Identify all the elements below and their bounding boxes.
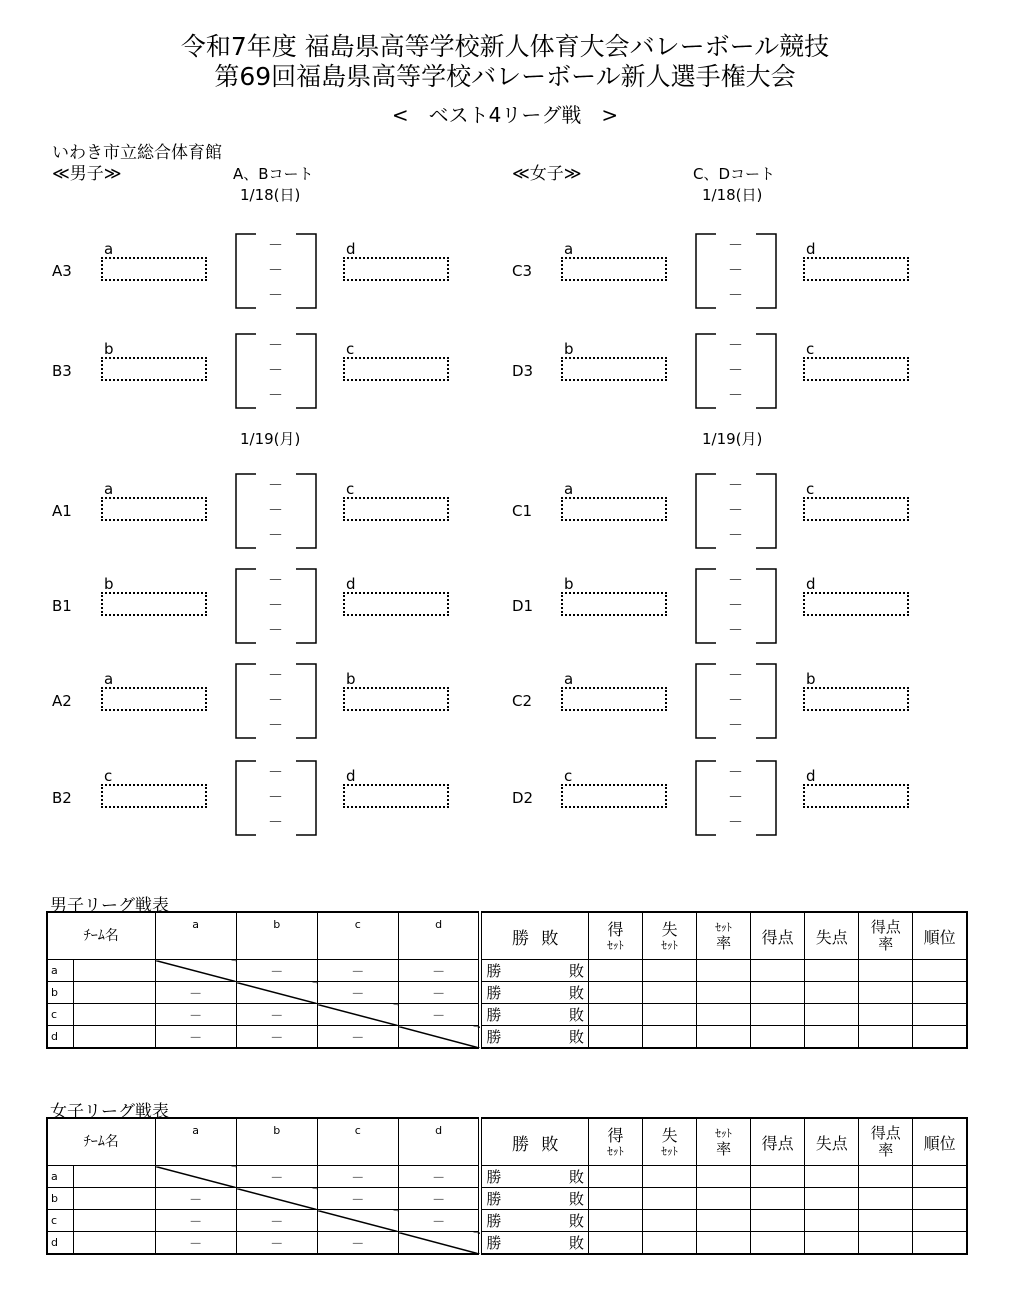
win-loss-header: 勝 敗	[480, 912, 588, 960]
col-a-header: a	[155, 912, 236, 960]
points-ratio-cell[interactable]	[859, 1188, 913, 1210]
score-dash-1: －	[728, 236, 744, 254]
team-name-cell[interactable]	[73, 1188, 155, 1210]
team-name-cell[interactable]	[73, 1026, 155, 1049]
col-b-header: b	[236, 1118, 317, 1166]
row-key: d	[47, 1026, 73, 1049]
right-team-box[interactable]	[803, 592, 909, 616]
left-team-box[interactable]	[101, 257, 207, 281]
score-dash-3: －	[268, 621, 284, 639]
left-team-box[interactable]	[101, 357, 207, 381]
right-team-box[interactable]	[803, 687, 909, 711]
sets-won-cell[interactable]	[589, 1004, 643, 1026]
score-dash-3: －	[728, 621, 744, 639]
points-lost-cell[interactable]	[805, 1026, 859, 1049]
points-won-cell[interactable]	[751, 1026, 805, 1049]
set-ratio-header: ｾｯﾄ 率	[697, 1118, 751, 1166]
sets-lost-cell[interactable]	[643, 1026, 697, 1049]
women-label: ≪女子≫	[512, 164, 582, 184]
points-lost-header: 失点	[805, 1118, 859, 1166]
right-team-box[interactable]	[343, 592, 449, 616]
team-name-cell[interactable]	[73, 1004, 155, 1026]
right-team-letter: b	[806, 670, 816, 688]
left-team-letter: b	[104, 575, 114, 593]
right-team-box[interactable]	[803, 497, 909, 521]
result-cell[interactable]: －	[317, 960, 398, 982]
match-seed: D3	[512, 362, 534, 380]
men-day1: 1/18(日)	[240, 186, 301, 204]
score-dash-1: －	[728, 763, 744, 781]
result-cell[interactable]: －	[236, 1026, 317, 1049]
sets-won-cell[interactable]	[589, 1210, 643, 1232]
score-dash-2: －	[728, 361, 744, 379]
points-ratio-cell[interactable]	[859, 982, 913, 1004]
sets-won-cell[interactable]	[589, 1232, 643, 1255]
result-cell[interactable]: －	[317, 1166, 398, 1188]
right-team-letter: d	[346, 240, 356, 258]
left-team-letter: c	[104, 767, 113, 785]
right-team-letter: c	[346, 340, 355, 358]
set-ratio-cell[interactable]	[697, 982, 751, 1004]
left-team-letter: a	[104, 670, 114, 688]
match-seed: A2	[52, 692, 72, 710]
match-seed: A3	[52, 262, 72, 280]
sets-won-cell[interactable]	[589, 1166, 643, 1188]
women-day2: 1/19(月)	[702, 430, 763, 448]
left-team-letter: b	[564, 575, 574, 593]
row-key: c	[47, 1004, 73, 1026]
points-ratio-header: 得点 率	[859, 1118, 913, 1166]
right-team-letter: d	[346, 575, 356, 593]
rank-cell[interactable]	[913, 960, 967, 982]
right-team-box[interactable]	[343, 257, 449, 281]
subtitle: < ベスト4リーグ戦 >	[391, 103, 619, 127]
diagonal-cell	[398, 1026, 480, 1049]
set-ratio-cell[interactable]	[697, 1188, 751, 1210]
right-team-box[interactable]	[803, 257, 909, 281]
points-lost-cell[interactable]	[805, 1232, 859, 1255]
match-seed: B3	[52, 362, 72, 380]
table-row	[47, 1004, 967, 1026]
points-ratio-header: 得点 率	[859, 912, 913, 960]
left-team-box[interactable]	[561, 257, 667, 281]
diagonal-cell	[317, 1210, 398, 1232]
score-dash-3: －	[728, 716, 744, 734]
match-seed: C1	[512, 502, 533, 520]
set-ratio-cell[interactable]	[697, 960, 751, 982]
left-team-box[interactable]	[561, 687, 667, 711]
team-name-header: ﾁｰﾑ名	[47, 912, 155, 960]
set-ratio-header: ｾｯﾄ 率	[697, 912, 751, 960]
left-team-box[interactable]	[101, 784, 207, 808]
men-label: ≪男子≫	[52, 164, 122, 184]
table-row	[47, 1166, 967, 1188]
table-row	[47, 1188, 967, 1210]
points-lost-cell[interactable]	[805, 1188, 859, 1210]
sets-lost-cell[interactable]	[643, 1166, 697, 1188]
match-seed: C3	[512, 262, 533, 280]
right-team-box[interactable]	[343, 357, 449, 381]
result-cell[interactable]: －	[398, 1166, 480, 1188]
right-team-letter: d	[806, 240, 816, 258]
team-name-cell[interactable]	[73, 1210, 155, 1232]
women-day1: 1/18(日)	[702, 186, 763, 204]
sets-lost-cell[interactable]	[643, 982, 697, 1004]
win-loss-cell: 勝 敗	[480, 960, 588, 982]
score-dash-2: －	[268, 501, 284, 519]
title-line2: 第69回福島県高等学校バレーボール新人選手権大会	[214, 62, 796, 91]
score-dash-3: －	[728, 386, 744, 404]
diagonal-cell	[317, 1004, 398, 1026]
women-league-table	[46, 1117, 968, 1255]
result-cell[interactable]: －	[155, 1232, 236, 1255]
set-ratio-cell[interactable]	[697, 1026, 751, 1049]
points-ratio-cell[interactable]	[859, 960, 913, 982]
result-cell[interactable]: －	[317, 1188, 398, 1210]
score-dash-1: －	[268, 666, 284, 684]
right-team-box[interactable]	[803, 357, 909, 381]
score-dash-3: －	[268, 386, 284, 404]
match-seed: A1	[52, 502, 72, 520]
table-row	[47, 982, 967, 1004]
diagonal-cell	[155, 1166, 236, 1188]
diagonal-cell	[155, 960, 236, 982]
right-team-letter: c	[346, 480, 355, 498]
sets-lost-cell[interactable]	[643, 1232, 697, 1255]
left-team-box[interactable]	[561, 784, 667, 808]
points-lost-cell[interactable]	[805, 1210, 859, 1232]
diagonal-cell	[236, 1188, 317, 1210]
points-won-cell[interactable]	[751, 1166, 805, 1188]
result-cell[interactable]: －	[155, 1004, 236, 1026]
rank-cell[interactable]	[913, 1004, 967, 1026]
points-ratio-cell[interactable]	[859, 1166, 913, 1188]
team-name-cell[interactable]	[73, 982, 155, 1004]
table-header-row	[47, 1118, 967, 1166]
table-row	[47, 960, 967, 982]
result-cell[interactable]: －	[398, 960, 480, 982]
sets-lost-cell[interactable]	[643, 960, 697, 982]
result-cell[interactable]: －	[236, 1210, 317, 1232]
result-cell[interactable]: －	[236, 1232, 317, 1255]
points-lost-cell[interactable]	[805, 982, 859, 1004]
score-dash-2: －	[268, 596, 284, 614]
sets-lost-header: 失 ｾｯﾄ	[643, 912, 697, 960]
win-loss-cell: 勝 敗	[480, 1232, 588, 1255]
set-ratio-cell[interactable]	[697, 1232, 751, 1255]
points-ratio-cell[interactable]	[859, 1004, 913, 1026]
score-dash-2: －	[728, 788, 744, 806]
col-c-header: c	[317, 1118, 398, 1166]
right-team-box[interactable]	[343, 687, 449, 711]
sets-lost-header: 失 ｾｯﾄ	[643, 1118, 697, 1166]
result-cell[interactable]: －	[317, 1232, 398, 1255]
set-ratio-cell[interactable]	[697, 1210, 751, 1232]
score-dash-3: －	[728, 526, 744, 544]
result-cell[interactable]: －	[398, 982, 480, 1004]
points-won-cell[interactable]	[751, 960, 805, 982]
score-dash-1: －	[268, 571, 284, 589]
set-ratio-cell[interactable]	[697, 1166, 751, 1188]
match-seed: C2	[512, 692, 533, 710]
score-dash-1: －	[268, 476, 284, 494]
left-team-letter: a	[564, 480, 574, 498]
sets-lost-cell[interactable]	[643, 1188, 697, 1210]
team-name-cell[interactable]	[73, 960, 155, 982]
sets-won-cell[interactable]	[589, 960, 643, 982]
sets-won-header: 得 ｾｯﾄ	[589, 1118, 643, 1166]
result-cell[interactable]: －	[398, 1188, 480, 1210]
col-b-header: b	[236, 912, 317, 960]
score-dash-2: －	[728, 596, 744, 614]
rank-cell[interactable]	[913, 982, 967, 1004]
rank-cell[interactable]	[913, 1166, 967, 1188]
left-team-letter: b	[564, 340, 574, 358]
score-dash-1: －	[268, 336, 284, 354]
right-team-letter: d	[806, 575, 816, 593]
sets-won-header: 得 ｾｯﾄ	[589, 912, 643, 960]
right-team-letter: c	[806, 480, 815, 498]
rank-cell[interactable]	[913, 1210, 967, 1232]
result-cell[interactable]: －	[155, 982, 236, 1004]
score-dash-3: －	[268, 716, 284, 734]
table-row	[47, 1232, 967, 1255]
score-dash-1: －	[268, 236, 284, 254]
sets-won-cell[interactable]	[589, 982, 643, 1004]
match-seed: D1	[512, 597, 534, 615]
right-team-letter: c	[806, 340, 815, 358]
result-cell[interactable]: －	[155, 1210, 236, 1232]
points-lost-header: 失点	[805, 912, 859, 960]
score-dash-1: －	[728, 571, 744, 589]
score-dash-3: －	[268, 286, 284, 304]
women-table-title: 女子リーグ戦表	[50, 1102, 169, 1122]
left-team-box[interactable]	[101, 497, 207, 521]
left-team-letter: a	[564, 670, 574, 688]
points-won-cell[interactable]	[751, 1188, 805, 1210]
right-team-box[interactable]	[803, 784, 909, 808]
left-team-letter: a	[564, 240, 574, 258]
women-courts: C、Dコート	[693, 165, 776, 183]
left-team-box[interactable]	[101, 687, 207, 711]
row-key: c	[47, 1210, 73, 1232]
score-dash-3: －	[268, 526, 284, 544]
rank-header: 順位	[913, 912, 967, 960]
score-dash-3: －	[728, 813, 744, 831]
score-dash-2: －	[268, 361, 284, 379]
win-loss-cell: 勝 敗	[480, 1026, 588, 1049]
team-name-cell[interactable]	[73, 1232, 155, 1255]
left-team-box[interactable]	[101, 592, 207, 616]
result-cell[interactable]: －	[236, 960, 317, 982]
result-cell[interactable]: －	[155, 1026, 236, 1049]
right-team-letter: d	[346, 767, 356, 785]
team-name-header: ﾁｰﾑ名	[47, 1118, 155, 1166]
row-key: a	[47, 960, 73, 982]
table-header-row	[47, 912, 967, 960]
men-courts: A、Bコート	[233, 165, 314, 183]
win-loss-header: 勝 敗	[480, 1118, 588, 1166]
result-cell[interactable]: －	[155, 1188, 236, 1210]
score-dash-3: －	[268, 813, 284, 831]
men-league-table	[46, 911, 968, 1049]
score-dash-1: －	[728, 666, 744, 684]
right-team-box[interactable]	[343, 497, 449, 521]
men-day2: 1/19(月)	[240, 430, 301, 448]
sets-won-cell[interactable]	[589, 1188, 643, 1210]
win-loss-cell: 勝 敗	[480, 1166, 588, 1188]
rank-header: 順位	[913, 1118, 967, 1166]
row-key: d	[47, 1232, 73, 1255]
points-ratio-cell[interactable]	[859, 1026, 913, 1049]
sets-lost-cell[interactable]	[643, 1210, 697, 1232]
score-dash-2: －	[268, 788, 284, 806]
win-loss-cell: 勝 敗	[480, 1210, 588, 1232]
men-table-title: 男子リーグ戦表	[50, 896, 169, 916]
col-d-header: d	[398, 912, 480, 960]
diagonal-cell	[398, 1232, 480, 1255]
result-cell[interactable]: －	[236, 1004, 317, 1026]
left-team-letter: a	[104, 480, 114, 498]
result-cell[interactable]: －	[317, 1026, 398, 1049]
right-team-letter: d	[806, 767, 816, 785]
score-dash-2: －	[268, 691, 284, 709]
left-team-letter: b	[104, 340, 114, 358]
venue: いわき市立総合体育館	[52, 143, 222, 163]
sets-lost-cell[interactable]	[643, 1004, 697, 1026]
left-team-box[interactable]	[561, 357, 667, 381]
score-dash-2: －	[728, 261, 744, 279]
match-seed: B1	[52, 597, 72, 615]
col-c-header: c	[317, 912, 398, 960]
points-won-header: 得点	[751, 1118, 805, 1166]
points-lost-cell[interactable]	[805, 960, 859, 982]
row-key: a	[47, 1166, 73, 1188]
points-ratio-cell[interactable]	[859, 1210, 913, 1232]
points-ratio-cell[interactable]	[859, 1232, 913, 1255]
left-team-box[interactable]	[561, 592, 667, 616]
match-seed: D2	[512, 789, 534, 807]
points-won-cell[interactable]	[751, 1004, 805, 1026]
points-lost-cell[interactable]	[805, 1166, 859, 1188]
points-won-header: 得点	[751, 912, 805, 960]
score-dash-1: －	[728, 476, 744, 494]
score-dash-2: －	[728, 691, 744, 709]
table-row	[47, 1210, 967, 1232]
points-won-cell[interactable]	[751, 1210, 805, 1232]
rank-cell[interactable]	[913, 1232, 967, 1255]
sets-won-cell[interactable]	[589, 1026, 643, 1049]
rank-cell[interactable]	[913, 1188, 967, 1210]
points-won-cell[interactable]	[751, 982, 805, 1004]
score-dash-2: －	[728, 501, 744, 519]
diagonal-cell	[236, 982, 317, 1004]
team-name-cell[interactable]	[73, 1166, 155, 1188]
score-dash-1: －	[268, 763, 284, 781]
right-team-box[interactable]	[343, 784, 449, 808]
result-cell[interactable]: －	[398, 1210, 480, 1232]
score-dash-2: －	[268, 261, 284, 279]
row-key: b	[47, 1188, 73, 1210]
table-row	[47, 1026, 967, 1049]
result-cell[interactable]: －	[317, 982, 398, 1004]
set-ratio-cell[interactable]	[697, 1004, 751, 1026]
score-dash-3: －	[728, 286, 744, 304]
points-won-cell[interactable]	[751, 1232, 805, 1255]
win-loss-cell: 勝 敗	[480, 1188, 588, 1210]
col-a-header: a	[155, 1118, 236, 1166]
result-cell[interactable]: －	[236, 1166, 317, 1188]
left-team-letter: a	[104, 240, 114, 258]
rank-cell[interactable]	[913, 1026, 967, 1049]
title-line1: 令和7年度 福島県高等学校新人体育大会バレーボール競技	[180, 32, 830, 61]
points-lost-cell[interactable]	[805, 1004, 859, 1026]
left-team-letter: c	[564, 767, 573, 785]
right-team-letter: b	[346, 670, 356, 688]
score-dash-1: －	[728, 336, 744, 354]
row-key: b	[47, 982, 73, 1004]
win-loss-cell: 勝 敗	[480, 982, 588, 1004]
win-loss-cell: 勝 敗	[480, 1004, 588, 1026]
col-d-header: d	[398, 1118, 480, 1166]
result-cell[interactable]: －	[398, 1004, 480, 1026]
match-seed: B2	[52, 789, 72, 807]
left-team-box[interactable]	[561, 497, 667, 521]
